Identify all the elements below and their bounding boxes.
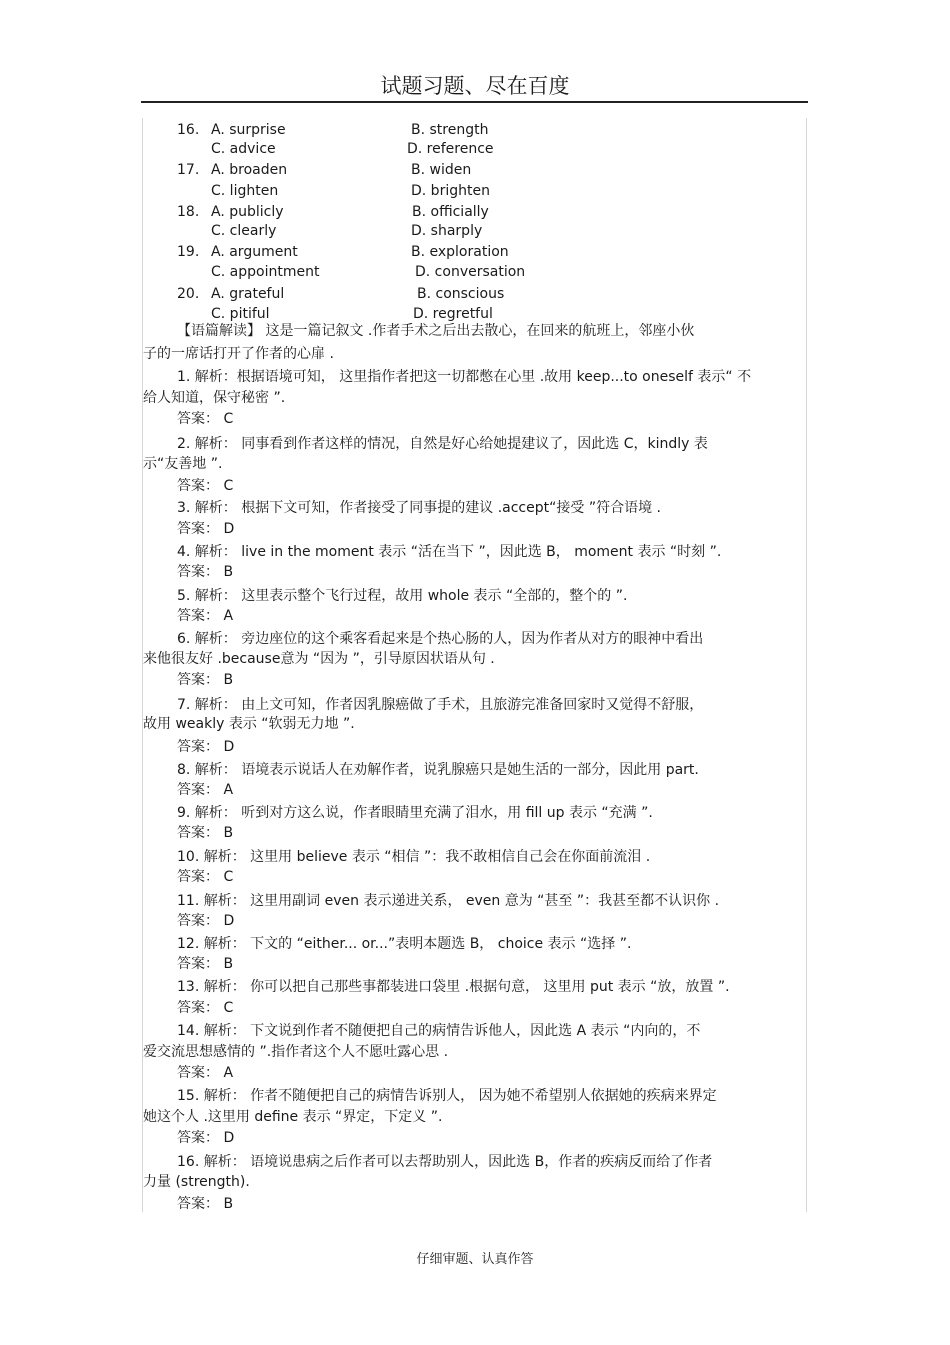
intro-line: 【语篇解读】 这是一篇记叙文 .作者手术之后出去散心，在回来的航班上，邻座小伙 [177, 323, 695, 339]
explanation-line: 给人知道，保守秘密 ”. [143, 390, 286, 406]
option-c: C. advice [211, 141, 276, 157]
answer-line: 答案： C [177, 478, 234, 494]
explanation-line: 11. 解析： 这里用副词 even 表示递进关系， even 意为 “甚至 ”：我甚至都不认识你 . [177, 893, 720, 909]
option-number: 16. [177, 122, 200, 138]
option-a: A. grateful [211, 286, 285, 302]
option-d: D. brighten [411, 183, 490, 199]
intro-line: 子的一席话打开了作者的心扉 . [143, 346, 334, 362]
explanation-line: 7. 解析： 由上文可知，作者因乳腺癌做了手术，且旅游完准备回家时又觉得不舒服， [177, 697, 704, 713]
option-a: A. broaden [211, 162, 288, 178]
option-c: C. appointment [211, 264, 320, 280]
option-a: A. argument [211, 244, 298, 260]
page-header-title: 试题习题、尽在百度 [380, 74, 570, 98]
explanation-line: 6. 解析： 旁边座位的这个乘客看起来是个热心肠的人，因为作者从对方的眼神中看出 [177, 631, 704, 647]
option-d: D. conversation [415, 264, 526, 280]
answer-line: 答案： D [177, 1130, 235, 1146]
explanation-line: 4. 解析： live in the moment 表示 “活在当下 ”，因此选 B， moment 表示 “时刻 ”. [177, 544, 722, 560]
explanation-line: 8. 解析： 语境表示说话人在劝解作者，说乳腺癌只是她生活的一部分，因此用 part. [177, 762, 699, 778]
option-a: A. surprise [211, 122, 286, 138]
answer-line: 答案： D [177, 521, 235, 537]
explanation-line: 故用 weakly 表示 “软弱无力地 ”. [143, 716, 355, 732]
answer-line: 答案： A [177, 782, 234, 798]
option-number: 18. [177, 204, 200, 220]
option-b: B. conscious [417, 286, 505, 302]
explanation-line: 15. 解析： 作者不随便把自己的病情告诉别人， 因为她不希望别人依据她的疾病来界定 [177, 1088, 717, 1104]
answer-line: 答案： B [177, 564, 234, 580]
page-footer: 仔细审题、认真作答 [416, 1252, 534, 1267]
option-d: D. reference [407, 141, 494, 157]
explanation-line: 来他很友好 .because意为 “因为 ”，引导原因状语从句 . [143, 651, 495, 667]
option-b: B. officially [412, 204, 489, 220]
answer-line: 答案： C [177, 1000, 234, 1016]
answer-line: 答案： B [177, 825, 234, 841]
option-number: 19. [177, 244, 200, 260]
explanation-line: 13. 解析： 你可以把自己那些事都装进口袋里 .根据句意， 这里用 put 表示 “放，放置 ”. [177, 979, 730, 995]
answer-line: 答案： B [177, 1196, 234, 1212]
explanation-line: 1. 解析：根据语境可知， 这里指作者把这一切都憋在心里 .故用 keep...to oneself 表示“ 不 [177, 369, 752, 385]
answer-line: 答案： C [177, 869, 234, 885]
answer-line: 答案： A [177, 608, 234, 624]
answer-line: 答案： A [177, 1065, 234, 1081]
explanation-line: 3. 解析： 根据下文可知，作者接受了同事提的建议 .accept“接受 ”符合语境 . [177, 500, 661, 516]
option-number: 17. [177, 162, 200, 178]
explanation-line: 10. 解析： 这里用 believe 表示 “相信 ”：我不敢相信自己会在你面前流泪 . [177, 849, 651, 865]
answer-line: 答案： C [177, 411, 234, 427]
option-b: B. strength [411, 122, 489, 138]
option-b: B. widen [411, 162, 472, 178]
option-number: 20. [177, 286, 200, 302]
option-a: A. publicly [211, 204, 284, 220]
option-c: C. pitiful [211, 306, 270, 322]
option-c: C. clearly [211, 223, 277, 239]
answer-line: 答案： D [177, 739, 235, 755]
explanation-line: 5. 解析： 这里表示整个飞行过程，故用 whole 表示 “全部的，整个的 ”. [177, 588, 628, 604]
explanation-line: 力量 (strength). [143, 1174, 250, 1190]
explanation-line: 9. 解析： 听到对方这么说，作者眼睛里充满了泪水，用 fill up 表示 “充满 ”. [177, 805, 653, 821]
explanation-line: 示“友善地 ”. [143, 456, 223, 472]
answer-line: 答案： B [177, 956, 234, 972]
explanation-line: 爱交流思想感情的 ”.指作者这个人不愿吐露心思 . [143, 1044, 449, 1060]
option-d: D. regretful [413, 306, 493, 322]
option-d: D. sharply [411, 223, 483, 239]
explanation-line: 2. 解析： 同事看到作者这样的情况，自然是好心给她提建议了，因此选 C，kindly 表 [177, 436, 708, 452]
explanation-line: 16. 解析： 语境说患病之后作者可以去帮助别人，因此选 B，作者的疾病反而给了作者 [177, 1154, 713, 1170]
option-c: C. lighten [211, 183, 279, 199]
explanation-line: 12. 解析： 下文的 “either... or...”表明本题选 B， choice 表示 “选择 ”. [177, 936, 632, 952]
answer-line: 答案： B [177, 672, 234, 688]
answer-line: 答案： D [177, 913, 235, 929]
explanation-line: 她这个人 .这里用 define 表示 “界定，下定义 ”. [143, 1109, 443, 1125]
explanation-line: 14. 解析： 下文说到作者不随便把自己的病情告诉他人，因此选 A 表示 “内向的，不 [177, 1023, 701, 1039]
option-b: B. exploration [411, 244, 509, 260]
